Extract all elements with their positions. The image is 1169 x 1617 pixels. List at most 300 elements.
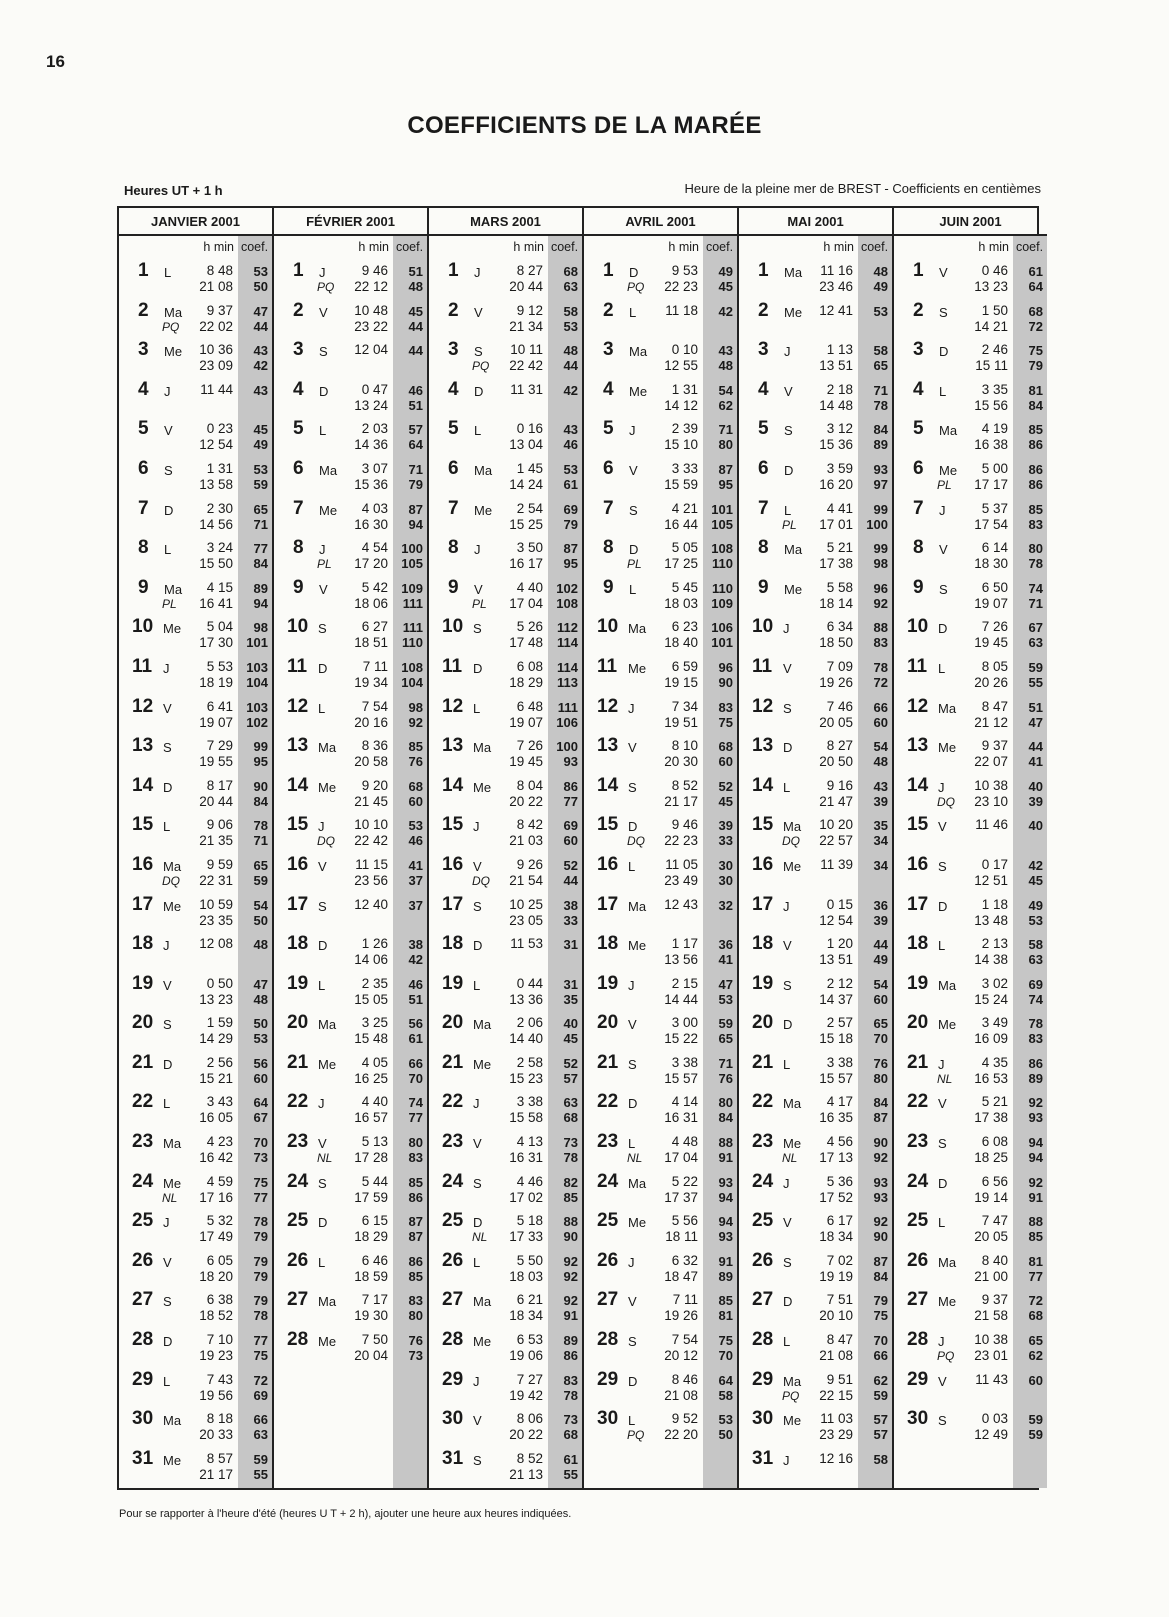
- first-coefficient: 67: [1028, 620, 1043, 636]
- first-coefficient: 68: [408, 778, 423, 794]
- first-high-tide: 2 39: [671, 421, 698, 437]
- coefficients: [859, 298, 892, 338]
- first-high-tide: 7 47: [981, 1213, 1008, 1229]
- weekday: S: [318, 621, 327, 637]
- second-coefficient: 70: [408, 1070, 423, 1086]
- day-row: [739, 1050, 892, 1090]
- first-high-tide: 9 46: [361, 263, 388, 278]
- second-high-tide: 19 06: [509, 1348, 543, 1364]
- coefficients: [239, 971, 272, 1011]
- day-row: [274, 971, 427, 1011]
- second-coefficient: 77: [563, 793, 578, 809]
- high-tide-times: [740, 535, 859, 575]
- high-tide-times: [895, 1406, 1014, 1446]
- high-tide-times: [430, 1208, 549, 1248]
- day-number: 1: [448, 260, 459, 281]
- day-number: 19: [287, 972, 309, 994]
- weekday: Ma: [939, 423, 958, 439]
- high-tide-times: [740, 1089, 859, 1129]
- second-high-tide: 16 09: [974, 1031, 1008, 1047]
- first-coefficient: 43: [253, 343, 268, 359]
- first-high-tide: 3 59: [826, 460, 853, 476]
- second-coefficient: 76: [408, 754, 423, 770]
- day-number: 26: [907, 1249, 929, 1271]
- weekday: V: [938, 1373, 947, 1389]
- day-row: [739, 575, 892, 615]
- month-column: [119, 208, 272, 1488]
- coefficients: [859, 258, 892, 298]
- day-number: 20: [907, 1012, 929, 1034]
- coefficients: [549, 1287, 582, 1327]
- weekday: D: [474, 383, 484, 399]
- weekday: S: [783, 1254, 792, 1270]
- day-number: 21: [442, 1051, 464, 1073]
- first-high-tide: 0 46: [981, 263, 1008, 278]
- day-number: 23: [132, 1131, 154, 1153]
- day-number: 2: [448, 299, 459, 321]
- weekday: J: [629, 423, 636, 439]
- second-coefficient: 46: [563, 437, 578, 453]
- day-row: [274, 733, 427, 773]
- day-row: [429, 733, 582, 773]
- high-tide-times: [120, 1169, 239, 1209]
- day-row: [119, 614, 272, 654]
- second-high-tide: 18 40: [664, 635, 698, 651]
- coefficients: [549, 1248, 582, 1288]
- first-coefficient: 59: [1028, 659, 1043, 675]
- first-high-tide: 8 06: [516, 1411, 543, 1427]
- weekday: Ma: [473, 1294, 492, 1310]
- first-coefficient: 90: [253, 778, 268, 794]
- second-coefficient: 108: [556, 595, 578, 611]
- second-coefficient: 60: [563, 833, 578, 849]
- second-high-tide: 21 17: [199, 1466, 233, 1482]
- coefficients: [1014, 1089, 1047, 1129]
- month-column: [427, 208, 582, 1488]
- first-high-tide: 10 38: [974, 777, 1008, 793]
- first-high-tide: 4 46: [516, 1173, 543, 1189]
- day-number: 13: [132, 735, 154, 757]
- high-tide-times: [275, 694, 394, 734]
- day-row: [274, 1208, 427, 1248]
- first-high-tide: 1 13: [826, 342, 853, 358]
- hour-minute-header: h min: [823, 240, 854, 254]
- second-coefficient: 74: [1028, 991, 1043, 1007]
- first-coefficient: 69: [563, 818, 578, 834]
- day-number: 8: [448, 537, 459, 559]
- second-coefficient: 79: [563, 516, 578, 532]
- high-tide-times: [740, 1010, 859, 1050]
- weekday: D: [939, 344, 949, 360]
- second-high-tide: 23 29: [819, 1427, 853, 1443]
- second-high-tide: 16 30: [354, 516, 388, 532]
- weekday: V: [938, 1096, 947, 1112]
- coefficients: [704, 337, 737, 377]
- day-row: [894, 852, 1047, 892]
- day-row: [119, 377, 272, 417]
- second-high-tide: 18 14: [819, 595, 853, 611]
- day-number: 5: [293, 418, 304, 440]
- second-coefficient: 105: [711, 516, 733, 532]
- day-row: [429, 694, 582, 734]
- coefficients: [549, 298, 582, 338]
- first-coefficient: 30: [718, 857, 733, 873]
- day-number: 24: [442, 1170, 464, 1192]
- second-coefficient: 42: [408, 952, 423, 968]
- first-high-tide: 7 51: [826, 1292, 853, 1308]
- first-high-tide: 12 08: [199, 936, 233, 952]
- first-high-tide: 5 56: [671, 1213, 698, 1229]
- day-number: 20: [287, 1012, 309, 1034]
- second-coefficient: 48: [873, 754, 888, 770]
- second-coefficient: 39: [873, 793, 888, 809]
- high-tide-times: [275, 1010, 394, 1050]
- high-tide-times: [430, 298, 549, 338]
- first-coefficient: 44: [1028, 739, 1043, 755]
- high-tide-times: [275, 496, 394, 536]
- day-number: 9: [758, 576, 769, 598]
- second-coefficient: 85: [408, 1268, 423, 1284]
- high-tide-times: [585, 575, 704, 615]
- day-number: 15: [597, 814, 619, 836]
- first-high-tide: 2 06: [516, 1015, 543, 1031]
- second-coefficient: 78: [253, 1308, 268, 1324]
- coefficients: [394, 496, 427, 536]
- first-high-tide: 1 17: [671, 936, 698, 952]
- second-high-tide: 17 17: [974, 476, 1008, 492]
- first-high-tide: 11 31: [510, 381, 543, 397]
- second-high-tide: 16 31: [509, 1150, 543, 1166]
- day-number: 19: [597, 972, 619, 994]
- second-coefficient: 42: [253, 358, 268, 374]
- first-high-tide: 2 54: [516, 500, 543, 516]
- second-coefficient: 83: [873, 635, 888, 651]
- coefficients: [239, 1367, 272, 1407]
- high-tide-times: [740, 575, 859, 615]
- high-tide-times: [275, 733, 394, 773]
- first-coefficient: 111: [402, 620, 423, 636]
- second-high-tide: 18 06: [354, 595, 388, 611]
- second-coefficient: 94: [253, 595, 268, 611]
- first-high-tide: 8 52: [671, 777, 698, 793]
- first-high-tide: 4 03: [361, 500, 388, 516]
- second-coefficient: 57: [873, 1427, 888, 1443]
- day-number: 8: [758, 537, 769, 559]
- second-high-tide: 20 10: [819, 1308, 853, 1324]
- high-tide-times: [430, 456, 549, 496]
- high-tide-times: [120, 1248, 239, 1288]
- coefficients: [549, 694, 582, 734]
- coefficients: [394, 892, 427, 932]
- high-tide-times: [120, 496, 239, 536]
- first-high-tide: 4 23: [206, 1134, 233, 1150]
- second-high-tide: 18 34: [509, 1308, 543, 1324]
- high-tide-times: [895, 1089, 1014, 1129]
- second-high-tide: 15 11: [975, 358, 1008, 374]
- weekday: L: [318, 700, 326, 716]
- second-coefficient: 68: [563, 1110, 578, 1126]
- first-coefficient: 62: [873, 1372, 888, 1388]
- second-coefficient: 66: [873, 1348, 888, 1364]
- day-number: 30: [442, 1408, 464, 1430]
- day-number: 2: [758, 299, 769, 321]
- day-number: 17: [132, 893, 154, 915]
- high-tide-times: [585, 654, 704, 694]
- first-high-tide: 8 04: [516, 777, 543, 793]
- first-coefficient: 77: [253, 1333, 268, 1349]
- first-high-tide: 11 44: [200, 381, 233, 397]
- second-high-tide: 16 31: [664, 1110, 698, 1126]
- coefficients: [1014, 654, 1047, 694]
- second-coefficient: 50: [253, 912, 268, 928]
- day-row: [274, 694, 427, 734]
- second-high-tide: 15 57: [819, 1070, 853, 1086]
- high-tide-times: [740, 852, 859, 892]
- second-high-tide: 23 56: [354, 872, 388, 888]
- day-number: 24: [597, 1170, 619, 1192]
- day-number: 28: [287, 1329, 309, 1351]
- second-high-tide: 21 58: [974, 1308, 1008, 1324]
- day-row: [894, 575, 1047, 615]
- weekday: J: [784, 344, 791, 360]
- coefficients: [704, 298, 737, 338]
- coef-header: coef.: [860, 240, 889, 254]
- first-high-tide: 5 04: [206, 619, 233, 635]
- weekday: D: [783, 740, 793, 756]
- first-coefficient: 66: [253, 1412, 268, 1428]
- coefficients: [704, 654, 737, 694]
- coefficients: [704, 1169, 737, 1209]
- day-number: 25: [287, 1210, 309, 1232]
- first-high-tide: 9 53: [671, 263, 698, 278]
- second-coefficient: 50: [253, 279, 268, 294]
- high-tide-times: [585, 1050, 704, 1090]
- second-coefficient: 69: [253, 1387, 268, 1403]
- second-high-tide: 15 24: [974, 991, 1008, 1007]
- coefficients: [1014, 892, 1047, 932]
- first-high-tide: 8 52: [516, 1450, 543, 1466]
- first-coefficient: 81: [1028, 1253, 1043, 1269]
- first-high-tide: 7 27: [516, 1371, 543, 1387]
- first-high-tide: 10 10: [354, 817, 388, 833]
- day-row: [739, 1287, 892, 1327]
- day-number: 16: [597, 853, 619, 875]
- second-high-tide: 21 45: [354, 793, 388, 809]
- high-tide-times: [275, 1089, 394, 1129]
- coefficients: [704, 1287, 737, 1327]
- weekday: S: [628, 1334, 637, 1350]
- second-coefficient: 62: [1028, 1348, 1043, 1364]
- weekday: V: [939, 542, 948, 558]
- first-high-tide: 5 00: [981, 460, 1008, 476]
- weekday: J: [628, 977, 635, 993]
- coefficients: [394, 1169, 427, 1209]
- coefficients: [1014, 377, 1047, 417]
- day-number: 17: [442, 893, 464, 915]
- weekday: D: [938, 1175, 948, 1191]
- first-high-tide: 0 16: [516, 421, 543, 437]
- day-row: [429, 1367, 582, 1407]
- weekday: Me: [473, 1056, 492, 1072]
- second-coefficient: 77: [1028, 1268, 1043, 1284]
- first-coefficient: 59: [718, 1016, 733, 1032]
- second-coefficient: 79: [253, 1229, 268, 1245]
- day-row: [119, 1010, 272, 1050]
- high-tide-times: [430, 1248, 549, 1288]
- second-coefficient: 78: [873, 397, 888, 413]
- day-number: 12: [442, 695, 464, 717]
- weekday: Ma: [784, 542, 803, 558]
- coefficients: [549, 812, 582, 852]
- second-high-tide: 20 44: [199, 793, 233, 809]
- first-coefficient: 54: [253, 897, 268, 913]
- second-coefficient: 48: [718, 358, 733, 374]
- second-high-tide: 17 37: [664, 1189, 698, 1205]
- day-number: 28: [752, 1329, 774, 1351]
- coefficients: [859, 337, 892, 377]
- first-coefficient: 78: [873, 659, 888, 675]
- first-coefficient: 89: [563, 1333, 578, 1349]
- second-coefficient: 95: [718, 476, 733, 492]
- second-coefficient: 92: [873, 595, 888, 611]
- coefficients: [704, 1050, 737, 1090]
- second-high-tide: 15 05: [354, 991, 388, 1007]
- second-high-tide: 20 12: [664, 1348, 698, 1364]
- coefficients: [704, 614, 737, 654]
- weekday: L: [628, 1413, 636, 1429]
- day-number: 1: [603, 260, 614, 281]
- second-coefficient: 37: [408, 872, 423, 888]
- day-number: 10: [442, 616, 464, 638]
- coefficients: [239, 852, 272, 892]
- second-coefficient: 87: [873, 1110, 888, 1126]
- column-headers: [119, 236, 272, 258]
- first-coefficient: 93: [873, 461, 888, 477]
- second-high-tide: 22 02: [199, 318, 233, 334]
- second-coefficient: 35: [563, 991, 578, 1007]
- coefficients: [1014, 496, 1047, 536]
- second-high-tide: 20 04: [354, 1348, 388, 1364]
- coefficients: [549, 575, 582, 615]
- first-high-tide: 0 23: [206, 421, 233, 437]
- first-high-tide: 9 51: [826, 1371, 853, 1387]
- coefficients: [549, 614, 582, 654]
- high-tide-times: [430, 1010, 549, 1050]
- high-tide-times: [275, 1327, 394, 1367]
- first-high-tide: 6 50: [981, 579, 1008, 595]
- second-coefficient: 58: [718, 1387, 733, 1403]
- weekday: S: [939, 304, 948, 320]
- first-coefficient: 43: [718, 343, 733, 359]
- day-number: 23: [752, 1131, 774, 1153]
- second-coefficient: 55: [563, 1466, 578, 1482]
- coefficients: [549, 377, 582, 417]
- first-coefficient: 103: [246, 659, 268, 675]
- first-high-tide: 1 18: [981, 896, 1008, 912]
- day-number: 2: [603, 299, 614, 321]
- high-tide-times: [895, 614, 1014, 654]
- first-coefficient: 78: [253, 1214, 268, 1230]
- day-number: 1: [758, 260, 769, 281]
- second-high-tide: 19 15: [664, 674, 698, 690]
- coefficients: [704, 773, 737, 813]
- day-row: [274, 931, 427, 971]
- high-tide-times: [895, 1169, 1014, 1209]
- day-number: 9: [913, 576, 924, 598]
- high-tide-times: [585, 1208, 704, 1248]
- weekday: L: [163, 1373, 171, 1389]
- coefficients: [394, 337, 427, 377]
- first-coefficient: 65: [253, 857, 268, 873]
- first-coefficient: 90: [873, 1135, 888, 1151]
- first-coefficient: 76: [873, 1055, 888, 1071]
- first-coefficient: 48: [873, 264, 888, 279]
- day-row: [274, 575, 427, 615]
- moon-phase: DQ: [317, 834, 335, 849]
- weekday: S: [474, 344, 483, 360]
- first-coefficient: 65: [1028, 1333, 1043, 1349]
- weekday: S: [163, 1017, 172, 1033]
- high-tide-times: [430, 1169, 549, 1209]
- second-coefficient: 97: [873, 476, 888, 492]
- weekday: Me: [784, 304, 803, 320]
- first-high-tide: 6 08: [981, 1134, 1008, 1150]
- day-number: 8: [913, 537, 924, 559]
- high-tide-times: [120, 258, 239, 298]
- first-coefficient: 92: [873, 1214, 888, 1230]
- second-high-tide: 17 38: [974, 1110, 1008, 1126]
- second-coefficient: 83: [408, 1150, 423, 1166]
- first-coefficient: 43: [873, 778, 888, 794]
- weekday: J: [474, 542, 481, 558]
- weekday: S: [783, 977, 792, 993]
- second-high-tide: 21 08: [819, 1348, 853, 1364]
- second-high-tide: 17 48: [509, 635, 543, 651]
- day-row: [584, 971, 737, 1011]
- day-number: 14: [597, 774, 619, 796]
- second-coefficient: 71: [253, 516, 268, 532]
- high-tide-times: [430, 694, 549, 734]
- day-number: 20: [597, 1012, 619, 1034]
- day-number: 21: [132, 1051, 154, 1073]
- second-high-tide: 20 22: [509, 793, 543, 809]
- day-row: [429, 1208, 582, 1248]
- day-row: [739, 1248, 892, 1288]
- first-high-tide: 4 05: [361, 1054, 388, 1070]
- day-number: 9: [448, 576, 459, 598]
- first-high-tide: 6 38: [206, 1292, 233, 1308]
- high-tide-times: [120, 971, 239, 1011]
- coefficients: [859, 892, 892, 932]
- first-coefficient: 108: [711, 541, 733, 557]
- high-tide-times: [585, 535, 704, 575]
- high-tide-times: [275, 258, 394, 298]
- first-coefficient: 36: [873, 897, 888, 913]
- second-coefficient: 113: [557, 674, 578, 690]
- coefficients: [859, 535, 892, 575]
- moon-phase: DQ: [162, 873, 180, 888]
- weekday: Ma: [629, 344, 648, 360]
- coefficients: [704, 1248, 737, 1288]
- day-row: [274, 1248, 427, 1288]
- day-row: [739, 812, 892, 852]
- second-high-tide: 17 52: [819, 1189, 853, 1205]
- moon-phase: NL: [472, 1230, 488, 1245]
- high-tide-times: [275, 535, 394, 575]
- weekday: Ma: [783, 819, 802, 835]
- weekday: J: [163, 1215, 170, 1231]
- weekday: L: [473, 977, 481, 993]
